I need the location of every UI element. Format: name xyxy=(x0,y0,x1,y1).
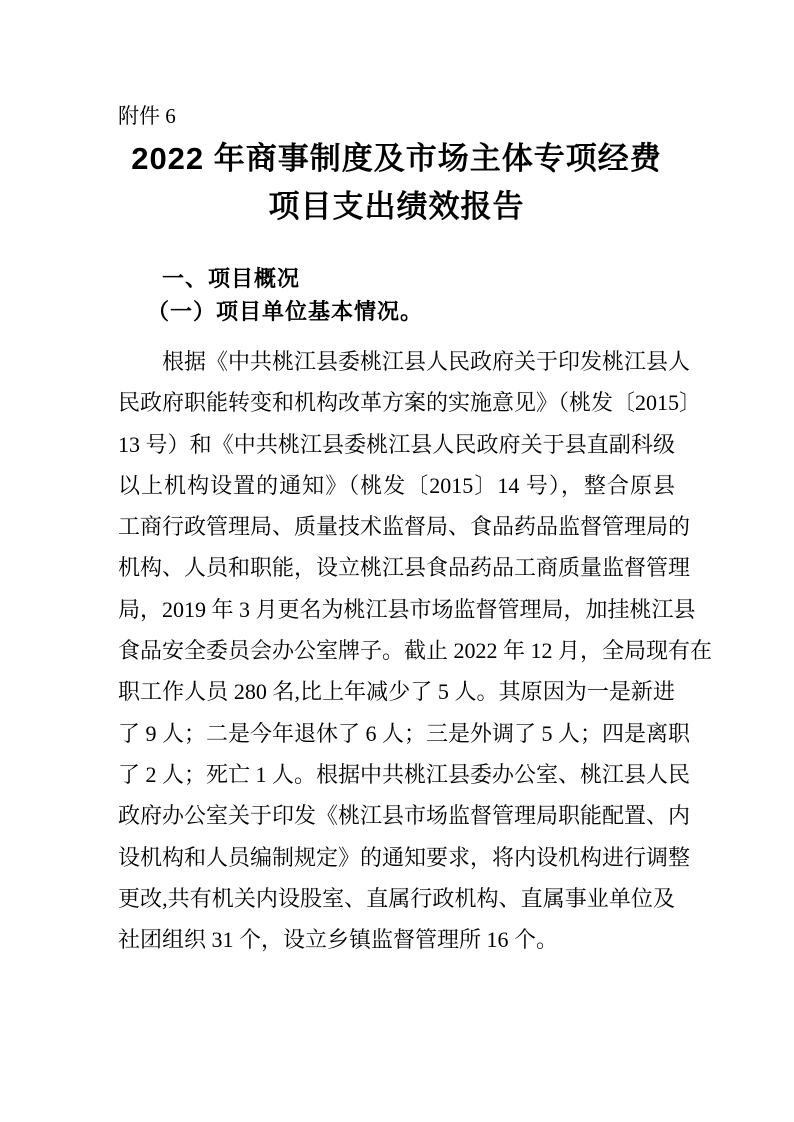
document-title-line-1: 2022 年商事制度及市场主体专项经费 xyxy=(131,141,662,176)
paragraph-line: 机构、人员和职能，设立桃江县食品药品工商质量监督管理 xyxy=(118,555,691,581)
paragraph-line: 民政府职能转变和机构改革方案的实施意见》（桃发〔2015〕 xyxy=(118,390,702,416)
paragraph-line: 社团组织 31 个，设立乡镇监督管理所 16 个。 xyxy=(118,927,559,953)
paragraph-line: 以上机构设置的通知》（桃发〔2015〕14 号），整合原县 xyxy=(118,472,675,498)
paragraph-line: 职工作人员 280 名,比上年减少了 5 人。其原因为一是新进 xyxy=(118,679,675,705)
document-title xyxy=(118,135,675,231)
paragraph-line: 局，2019 年 3 月更名为桃江县市场监督管理局，加挂桃江县 xyxy=(118,596,696,622)
paragraph-line: 食品安全委员会办公室牌子。截止 2022 年 12 月，全局现有在 xyxy=(118,638,713,664)
body-paragraph xyxy=(118,341,713,960)
section-heading: 一、项目概况 xyxy=(162,266,301,291)
paragraph-line: 设机构和人员编制规定》的通知要求，将内设机构进行调整 xyxy=(118,844,691,870)
content-column xyxy=(118,0,713,960)
document-title-line-2: 项目支出绩效报告 xyxy=(268,189,525,224)
paragraph-line: 根据《中共桃江县委桃江县人民政府关于印发桃江县人 xyxy=(162,349,691,374)
paragraph-line: 政府办公室关于印发《桃江县市场监督管理局职能配置、内 xyxy=(118,803,691,829)
paragraph-line: 了 9 人；二是今年退休了 6 人；三是外调了 5 人；四是离职 xyxy=(118,720,691,746)
paragraph-line: 工商行政管理局、质量技术监督局、食品药品监督管理局的 xyxy=(118,514,691,540)
paragraph-line: 了 2 人；死亡 1 人。根据中共桃江县委办公室、桃江县人民 xyxy=(118,761,691,787)
attachment-label: 附件 6 xyxy=(118,104,176,128)
paragraph-line: 13 号）和《中共桃江县委桃江县人民政府关于县直副科级 xyxy=(118,431,675,457)
subsection-heading: （一）项目单位基本情况。 xyxy=(147,299,424,324)
paragraph-line: 更改,共有机关内设股室、直属行政机构、直属事业单位及 xyxy=(118,885,675,911)
